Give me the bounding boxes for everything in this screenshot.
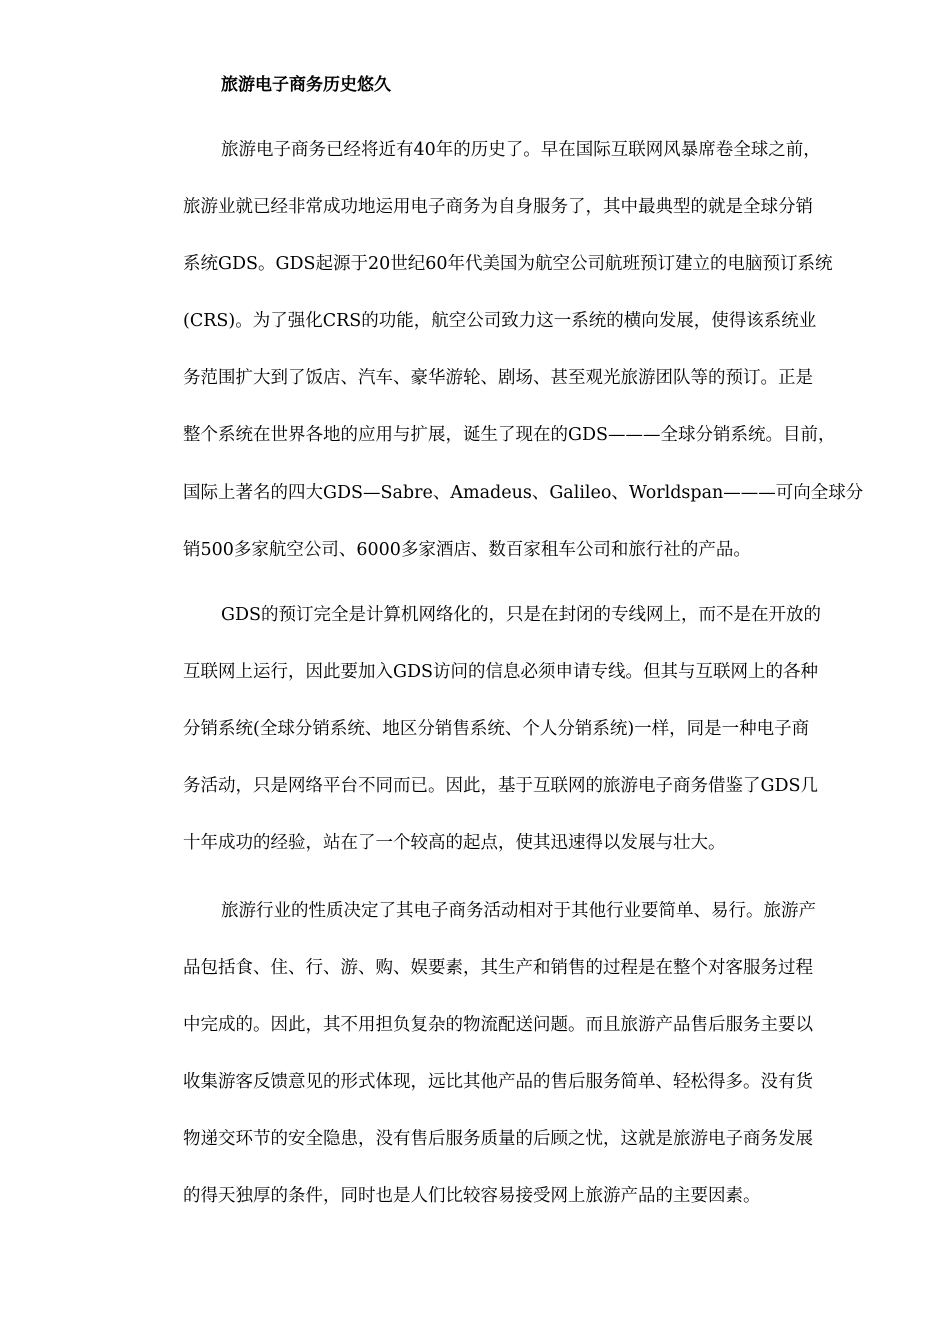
paragraph-3-line-1: 旅游行业的性质决定了其电子商务活动相对于其他行业要简单、易行。旅游产 <box>221 901 816 921</box>
paragraph-2-line-5: 十年成功的经验，站在了一个较高的起点，使其迅速得以发展与壮大。 <box>183 833 726 853</box>
paragraph-1-line-5: 务范围扩大到了饭店、汽车、豪华游轮、剧场、甚至观光旅游团队等的预订。正是 <box>183 368 813 388</box>
paragraph-3-line-4: 收集游客反馈意见的形式体现，远比其他产品的售后服务简单、轻松得多。没有货 <box>183 1072 813 1092</box>
paragraph-2-line-2: 互联网上运行，因此要加入GDS访问的信息必须申请专线。但其与互联网上的各种 <box>183 662 818 682</box>
paragraph-1-line-3: 系统GDS。GDS起源于20世纪60年代美国为航空公司航班预订建立的电脑预订系统 <box>183 254 833 274</box>
paragraph-1-line-4: (CRS)。为了强化CRS的功能，航空公司致力这一系统的横向发展，使得该系统业 <box>183 311 817 331</box>
paragraph-1-line-7: 国际上著名的四大GDS—Sabre、Amadeus、Galileo、Worldspan———可向全球分 <box>183 483 864 503</box>
paragraph-2-line-4: 务活动，只是网络平台不同而已。因此，基于互联网的旅游电子商务借鉴了GDS几 <box>183 776 818 796</box>
paragraph-1-line-2: 旅游业就已经非常成功地运用电子商务为自身服务了，其中最典型的就是全球分销 <box>183 197 813 217</box>
paragraph-3-line-2: 品包括食、住、行、游、购、娱要素，其生产和销售的过程是在整个对客服务过程 <box>183 958 813 978</box>
paragraph-3-line-3: 中完成的。因此，其不用担负复杂的物流配送问题。而且旅游产品售后服务主要以 <box>183 1015 813 1035</box>
paragraph-1-line-8: 销500多家航空公司、6000多家酒店、数百家租车公司和旅行社的产品。 <box>183 540 751 560</box>
paragraph-3-line-6: 的得天独厚的条件，同时也是人们比较容易接受网上旅游产品的主要因素。 <box>183 1186 761 1206</box>
paragraph-1-line-1: 旅游电子商务已经将近有40年的历史了。早在国际互联网风暴席卷全球之前， <box>221 140 821 160</box>
paragraph-2-line-1: GDS的预订完全是计算机网络化的，只是在封闭的专线网上，而不是在开放的 <box>221 605 821 625</box>
document-heading: 旅游电子商务历史悠久 <box>221 75 391 95</box>
paragraph-3-line-5: 物递交环节的安全隐患，没有售后服务质量的后顾之忧，这就是旅游电子商务发展 <box>183 1129 813 1149</box>
paragraph-2-line-3: 分销系统(全球分销系统、地区分销售系统、个人分销系统)一样，同是一种电子商 <box>183 719 810 739</box>
paragraph-1-line-6: 整个系统在世界各地的应用与扩展，诞生了现在的GDS———全球分销系统。目前， <box>183 425 836 445</box>
